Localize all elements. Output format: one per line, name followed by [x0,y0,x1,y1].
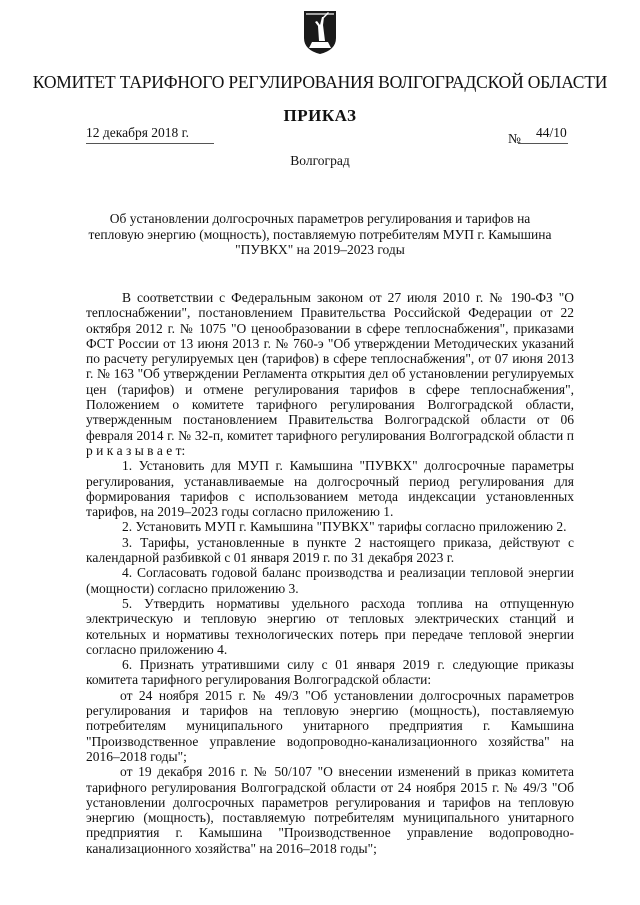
preamble-paragraph: В соответствии с Федеральным законом от 27 июля 2010 г. № 190-ФЗ "О теплоснабжении", постановлением Правительства Российской Федерации от 22 октября 2012 г. № 1075 "О ценообразовании в сфере теплоснабжения", приказами ФСТ России от 13 июня 2013 г. № 760-э "Об утверждении Методических указаний по расчету регулируемых цен (тарифов) в сфере теплоснабжения", от 07 июня 2013 г. № 163 "Об утверждении Регламента открытия дел об установлении регулируемых цен (тарифов) и отмене регулирования тарифов в сфере теплоснабжения", Положением о комитете тарифного регулирования Волгоградской области, утвержденным постановлением Правительства Волгоградской области от 06 февраля 2014 г. № 32-п, комитет тарифного регулирования Волгоградской области п р и к а з ы в а е т: [86,290,574,458]
volgograd-coat-of-arms-icon [301,8,339,56]
order-date: 12 декабря 2018 г. [86,125,190,140]
clause-paragraph: 5. Утвердить нормативы удельного расхода топлива на отпущенную электрическую и тепловую энергию от тепловых электрических станций и котельных и нормативы технологических потерь при передаче тепловой энергии согласно приложению 4. [86,595,574,657]
order-title: ПРИКАЗ [283,106,357,125]
repealed-order-paragraph: от 24 ноября 2015 г. № 49/3 "Об установлении долгосрочных параметров регулирования и тарифов на тепловую энергию (мощность), поставляемую потребителям муниципального унитарного предприятия г. Камышина "Производственное управление водопроводно-канализационного хозяйства" на 2016–2018 годы"; [86,687,574,764]
committee-name: КОМИТЕТ ТАРИФНОГО РЕГУЛИРОВАНИЯ ВОЛГОГРАДСКОЙ ОБЛАСТИ [32,72,608,92]
clause-paragraph: 1. Установить для МУП г. Камышина "ПУВКХ" долгосрочные параметры регулирования, устанавливаемые на долгосрочный период регулирования для формирования тарифов с использованием метода индексации установленных тарифов, на 2019–2023 годы согласно приложению 1. [86,458,574,520]
clause-paragraph: 3. Тарифы, установленные в пункте 2 настоящего приказа, действуют с календарной разбивкой с 01 января 2019 г. по 31 декабря 2023 г. [86,534,574,566]
order-body [86,290,574,856]
clause-paragraph: 6. Признать утратившими силу с 01 января 2019 г. следующие приказы комитета тарифного регулирования Волгоградской области: [86,657,574,688]
order-subject: Об установлении долгосрочных параметров регулирования и тарифов на тепловую энергию (мощность), поставляемую потребителям МУП г. Камышина "ПУВКХ" на 2019–2023 годы [88,211,552,257]
city-name: Волгоград [290,153,350,168]
clause-paragraph: 2. Установить МУП г. Камышина "ПУВКХ" тарифы согласно приложению 2. [122,519,567,535]
number-value: 44/10 [536,125,567,140]
number-underline [518,143,568,144]
repealed-order-paragraph: от 19 декабря 2016 г. № 50/107 "О внесении изменений в приказ комитета тарифного регулирования Волгоградской области от 24 ноября 2015 г. № 49/3 "Об установлении долгосрочных параметров регулирования и тарифов на тепловую энергию (мощность), поставляемую потребителям муниципального унитарного предприятия г. Камышина "Производственное управление водопроводно-канализационного хозяйства" на 2016–2018 годы"; [86,764,574,856]
clause-paragraph: 4. Согласовать годовой баланс производства и реализации тепловой энергии (мощности) согласно приложению 3. [86,565,574,596]
number-sign: № [508,131,521,146]
date-underline [86,143,214,144]
